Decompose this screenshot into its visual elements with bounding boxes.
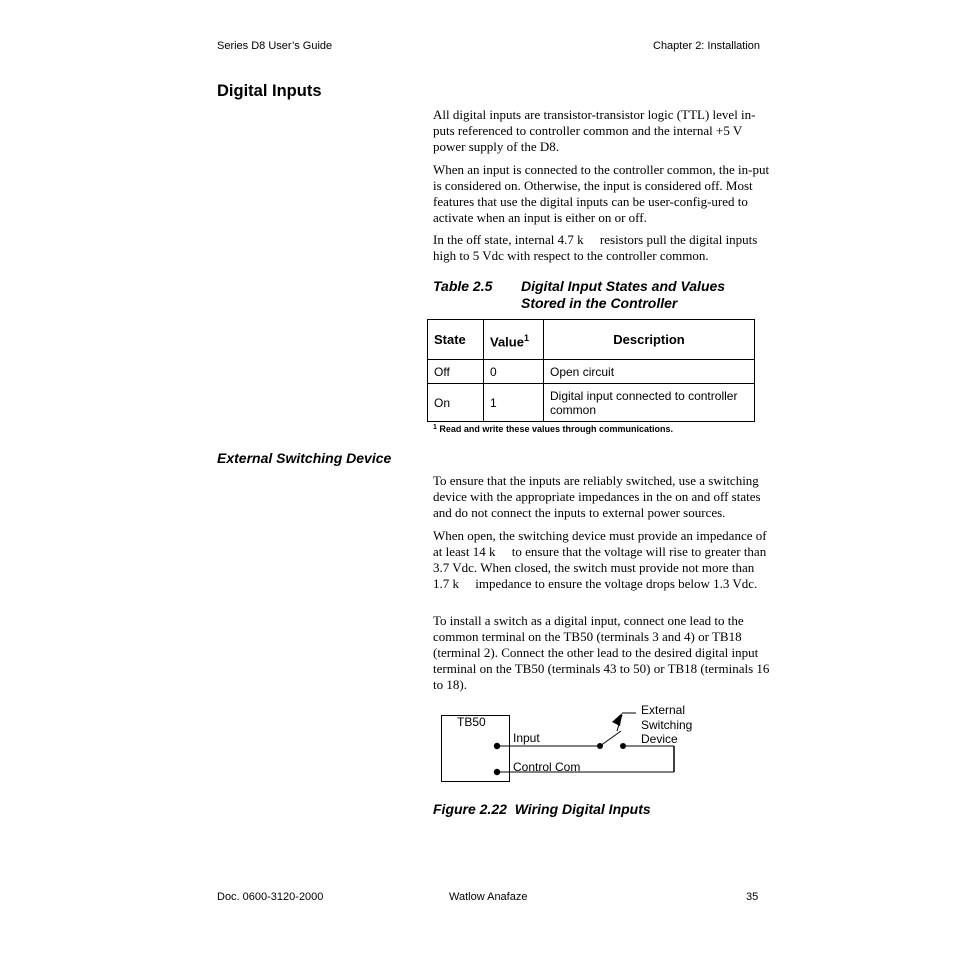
footnote-text: Read and write these values through communications. xyxy=(439,424,673,434)
header-description: Description xyxy=(544,320,755,360)
switch-blade xyxy=(600,731,621,746)
running-header-chapter: Chapter 2: Installation xyxy=(653,40,761,52)
table-caption-line-2: Stored in the Controller xyxy=(521,295,678,311)
footer-company: Watlow Anafaze xyxy=(449,891,528,903)
input-label: Input xyxy=(513,731,540,745)
running-header-title: Series D8 User’s Guide xyxy=(217,40,333,52)
cell-description: Digital input connected to controller common xyxy=(544,384,755,422)
switching-device-label xyxy=(641,703,692,747)
paragraph-text: In the off state, internal 4.7 k resistors pull the digital inputs high to 5 Vdc with respect to the controller common. xyxy=(433,232,758,263)
cell-value: 0 xyxy=(484,360,544,384)
paragraph-text: When open, the switching device must provide an impedance of at least 14 k to ensure that the voltage will rise to greater than 3.7 Vdc. When closed, the switch must provide not more than 1.7 k impedance to ensure the voltage drops below 1.3 Vdc. xyxy=(433,528,767,591)
figure-caption-number: Figure 2.22 xyxy=(433,801,507,817)
control-com-label: Control Com xyxy=(513,760,581,774)
tb50-label: TB50 xyxy=(457,715,486,729)
device-label-line: External xyxy=(641,703,686,717)
cell-state: Off xyxy=(428,360,484,384)
cell-value: 1 xyxy=(484,384,544,422)
figure-caption-title: Wiring Digital Inputs xyxy=(514,801,651,817)
device-label-line: Switching xyxy=(641,717,693,732)
header-state: State xyxy=(428,320,484,360)
footer-doc-number: Doc. 0600-3120-2000 xyxy=(217,891,324,903)
table-caption-line-1: Digital Input States and Values xyxy=(521,278,726,294)
device-leader-arrow xyxy=(612,713,622,726)
figure-caption xyxy=(433,801,651,817)
section-title: Digital Inputs xyxy=(217,82,322,100)
device-label-line: Device xyxy=(641,732,678,746)
cell-description: Open circuit xyxy=(544,360,755,384)
footer-page-number: 35 xyxy=(746,891,759,903)
paragraph-text: All digital inputs are transistor-transistor logic (TTL) level in-puts referenced to controller common and the internal +5 V power supply of the D8. xyxy=(433,107,756,154)
subsection-heading: External Switching Device xyxy=(217,450,392,466)
header-value-footnote-mark: 1 xyxy=(523,333,529,344)
paragraph-text: When an input is connected to the controller common, the in-put is considered on. Otherwise, the input is considered off. Most features that use the digital inputs can be user-config-ured to activate when an input is either on or off. xyxy=(433,162,770,225)
cell-state: On xyxy=(428,384,484,422)
paragraph-text: To install a switch as a digital input, connect one lead to the common terminal on the TB50 (terminals 3 and 4) or TB18 (terminal 2). Connect the other lead to the desired digital input terminal on the TB50 (terminals 43 to 50) or TB18 (terminals 16 to 18). xyxy=(433,613,770,692)
paragraph-text: To ensure that the inputs are reliably switched, use a switching device with the appropriate impedances in the on and off states and do not connect the inputs to external power sources. xyxy=(433,473,761,520)
footnote-mark: 1 xyxy=(433,424,437,431)
header-value-text: Value xyxy=(490,334,524,350)
table-caption-number: Table 2.5 xyxy=(433,278,493,294)
